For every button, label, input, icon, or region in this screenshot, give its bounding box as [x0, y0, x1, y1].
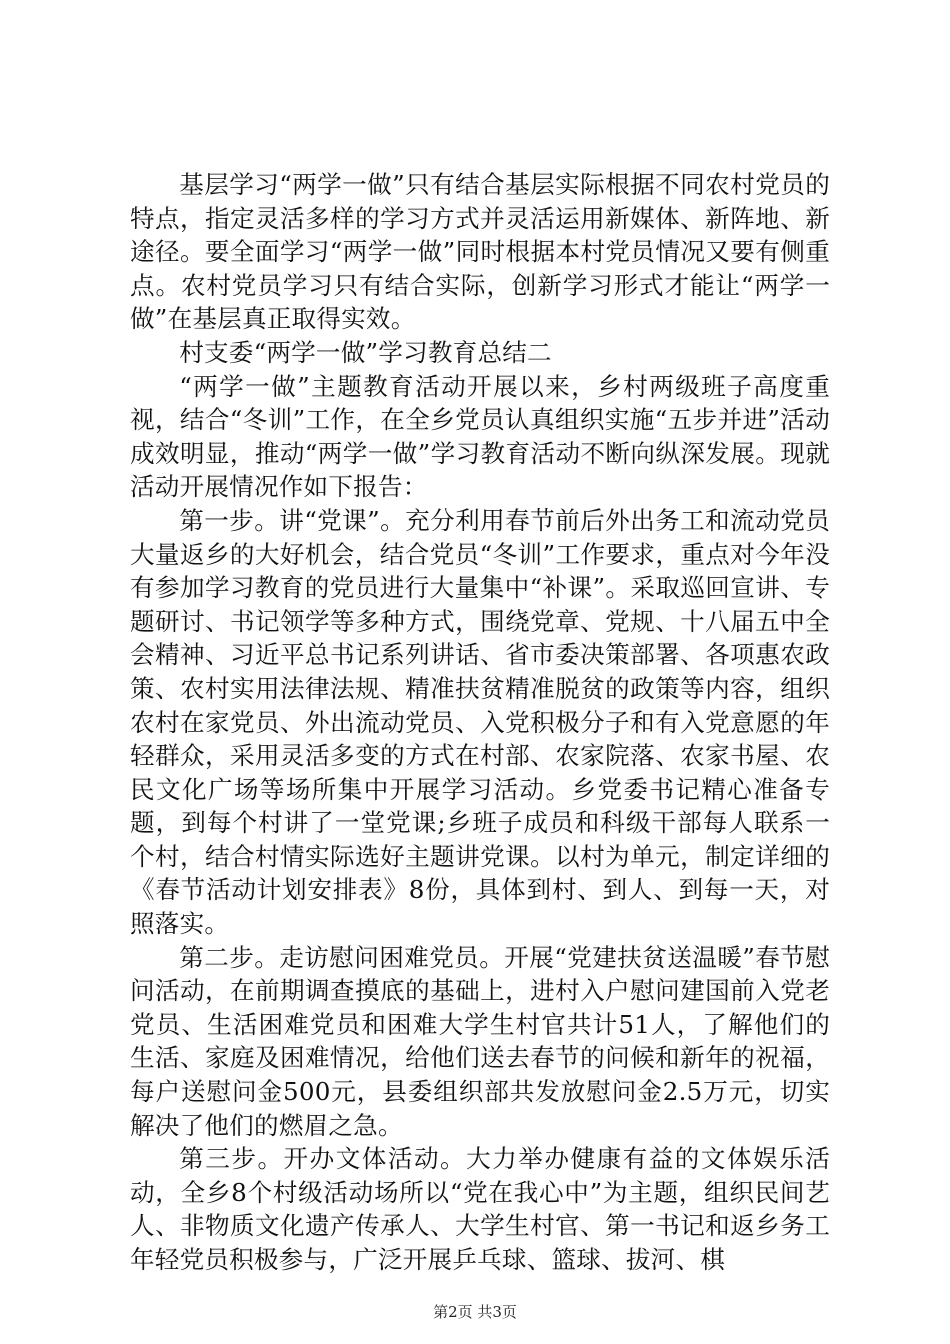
page-number-footer: 第2页 共3页 [433, 1303, 517, 1321]
section-heading: 村支委“两学一做”学习教育总结二 [179, 337, 552, 367]
paragraph-overview: “两学一做”主题教育活动开展以来，乡村两级班子高度重视，结合“冬训”工作，在全乡党员认真组织实施“五步并进”活动成效明显，推动“两学一做”学习教育活动不断向纵深发展。现就活动开展情况作如下报告： [130, 371, 830, 502]
document-body [130, 168, 830, 1277]
paragraph-step-one: 第一步。讲“党课”。充分利用春节前后外出务工和流动党员大量返乡的大好机会，结合党员“冬训”工作要求，重点对今年没有参加学习教育的党员进行大量集中“补课”。采取巡回宣讲、专题研讨、书记领学等多种方式，围绕党章、党规、十八届五中全会精神、习近平总书记系列讲话、省市委决策部署、各项惠农政策、农村实用法律法规、精准扶贫精准脱贫的政策等内容，组织农村在家党员、外出流动党员、入党积极分子和有入党意愿的年轻群众，采用灵活多变的方式在村部、农家院落、农家书屋、农民文化广场等场所集中开展学习活动。乡党委书记精心准备专题，到每个村讲了一堂党课;乡班子成员和科级干部每人联系一个村，结合村情实际选好主题讲党课。以村为单元，制定详细的《春节活动计划安排表》8份，具体到村、到人、到每一天，对照落实。 [130, 505, 830, 939]
paragraph-step-three: 第三步。开办文体活动。大力举办健康有益的文体娱乐活动，全乡8个村级活动场所以“党在我心中”为主题，组织民间艺人、非物质文化遗产传承人、大学生村官、第一书记和返乡务工年轻党员积极参与，广泛开展乒乓球、篮球、拔河、棋 [130, 1144, 830, 1274]
paragraph-intro: 基层学习“两学一做”只有结合基层实际根据不同农村党员的特点，指定灵活多样的学习方式并灵活运用新媒体、新阵地、新途径。要全面学习“两学一做”同时根据本村党员情况又要有侧重点。农村党员学习只有结合实际，创新学习形式才能让“两学一做”在基层真正取得实效。 [130, 170, 830, 334]
paragraph-step-two: 第二步。走访慰问困难党员。开展“党建扶贫送温暖”春节慰问活动，在前期调查摸底的基础上，进村入户慰问建国前入党老党员、生活困难党员和困难大学生村官共计51人，了解他们的生活、家庭及困难情况，给他们送去春节的问候和新年的祝福，每户送慰问金500元，县委组织部共发放慰问金2.5万元，切实解决了他们的燃眉之急。 [130, 942, 830, 1140]
